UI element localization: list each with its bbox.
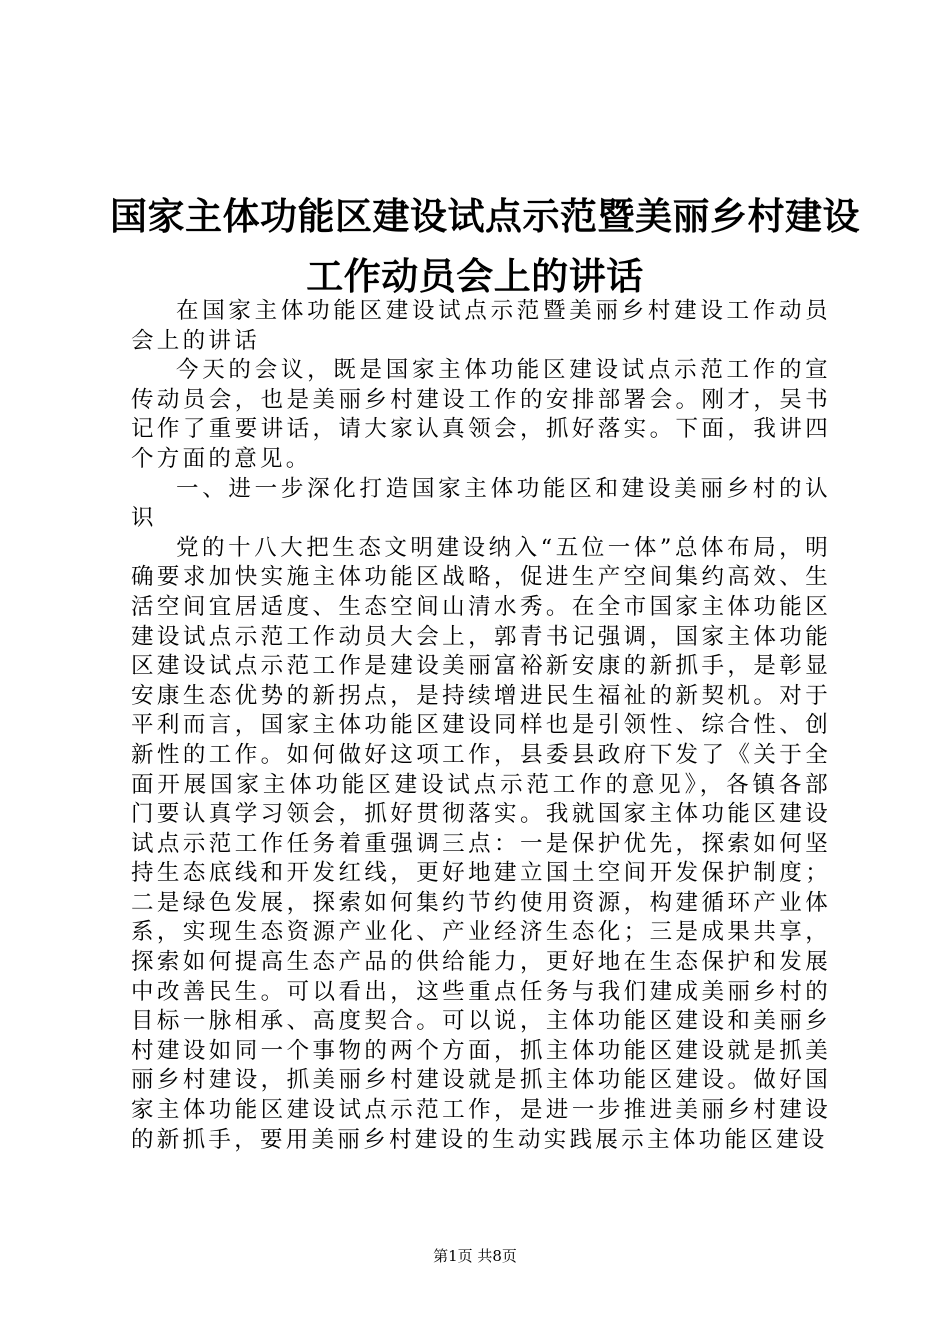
document-body	[131, 297, 831, 1155]
paragraph-section-1: 党的十八大把生态文明建设纳入“五位一体”总体布局，明确要求加快实施主体功能区战略，促进生产空间集约高效、生活空间宜居适度、生态空间山清水秀。在全市国家主体功能区建设试点示范工作动员大会上，郭青书记强调，国家主体功能区建设试点示范工作是建设美丽富裕新安康的新抓手，是彰显安康生态优势的新拐点，是持续增进民生福祉的新契机。对于平利而言，国家主体功能区建设同样也是引领性、综合性、创新性的工作。如何做好这项工作，县委县政府下发了《关于全面开展国家主体功能区建设试点示范工作的意见》，各镇各部门要认真学习领会，抓好贯彻落实。我就国家主体功能区建设试点示范工作任务着重强调三点：一是保护优先，探索如何坚持生态底线和开发红线，更好地建立国土空间开发保护制度；二是绿色发展，探索如何集约节约使用资源，构建循环产业体系，实现生态资源产业化、产业经济生态化；三是成果共享，探索如何提高生态产品的供给能力，更好地在生态保护和发展中改善民生。可以看出，这些重点任务与我们建成美丽乡村的目标一脉相承、高度契合。可以说，主体功能区建设和美丽乡村建设如同一个事物的两个方面，抓主体功能区建设就是抓美丽乡村建设，抓美丽乡村建设就是抓主体功能区建设。做好国家主体功能区建设试点示范工作，是进一步推进美丽乡村建设的新抓手，要用美丽乡村建设的生动实践展示主体功能区建设	[131, 534, 831, 1153]
document-title-line-1: 国家主体功能区建设试点示范暨美丽乡村建设	[110, 194, 860, 238]
document-title-line-2: 工作动员会上的讲话	[306, 254, 644, 298]
page-footer: 第1页 共8页	[433, 1247, 517, 1265]
paragraph-intro: 今天的会议，既是国家主体功能区建设试点示范工作的宣传动员会，也是美丽乡村建设工作的安排部署会。刚才，吴书记作了重要讲话，请大家认真领会，抓好落实。下面，我讲四个方面的意见。	[131, 357, 831, 472]
section-heading-1: 一、进一步深化打造国家主体功能区和建设美丽乡村的认识	[131, 475, 831, 532]
paragraph-subtitle: 在国家主体功能区建设试点示范暨美丽乡村建设工作动员会上的讲话	[131, 298, 831, 354]
